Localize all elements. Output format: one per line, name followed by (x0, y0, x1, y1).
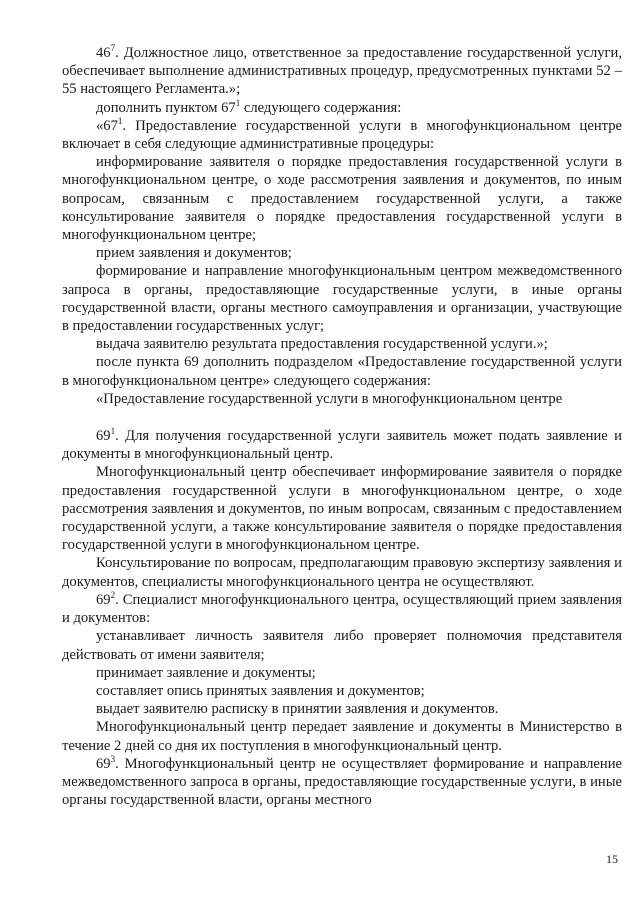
paragraph-add-67-1: дополнить пунктом $67^1$ следующего содержания: (96, 97, 402, 116)
list-item-accepts: принимает заявление и документы; (96, 664, 316, 681)
page-number: 15 (606, 852, 618, 866)
paragraph-consulting: Консультирование по вопросам, предполагающим правовую экспертизу заявления и документов, специалисты многофункционального центра не осуществляют. (62, 555, 622, 590)
document-body (62, 44, 622, 809)
paragraph-69-2: $69^2$. Специалист многофункционального центра, осуществляющий прием заявления и документов: (62, 590, 622, 627)
paragraph-69-3: $69^3$. Многофункциональный центр не осуществляет формирование и направление межведомственного запроса в органы, предоставляющие государственные услуги, в иные органы государственной власти, органы местного (62, 753, 622, 809)
paragraph-transfer: Многофункциональный центр передает заявление и документы в Министерство в течение 2 дней со дня их поступления в многофункциональный центр. (62, 719, 622, 754)
paragraph-mfc-informing: Многофункциональный центр обеспечивает информирование заявителя о порядке предоставления государственной услуги в многофункциональном центре, о ходе рассмотрения заявления и документов, по иным вопросам, связанным с предоставлением государственной услуги, а также консультирование заявителя о порядке предоставления государственной услуги в многофункциональном центре. (62, 464, 622, 554)
list-item-reception: прием заявления и документов; (96, 245, 292, 262)
list-item-interagency-request: формирование и направление многофункциональным центром межведомственного запроса в органы, предоставляющие государственные услуги, в иные органы государственной власти, органы местного самоуправления и организации, участвующие в предоставлении государственных услуг; (62, 263, 622, 335)
paragraph-46-7: $46^7$. Должностное лицо, ответственное за предоставление государственной услуги, обеспечивает выполнение административных процедур, предусмотренных пунктами 52 – 55 настоящего Регламента.»; (62, 43, 622, 98)
spacer (62, 408, 622, 427)
list-item-result-issue: выдача заявителю результата предоставления государственной услуги.»; (96, 336, 548, 353)
paragraph-after-69: после пункта 69 дополнить подразделом «Предоставление государственной услуги в многофункциональном центре» следующего содержания: (62, 354, 622, 389)
paragraph-67-1: «$67^1$. Предоставление государственной услуги в многофункциональном центре включает в себя следующие административные процедуры: (62, 115, 622, 153)
section-heading: «Предоставление государственной услуги в многофункциональном центре (96, 390, 563, 407)
list-item-informing: информирование заявителя о порядке предоставления государственной услуги в многофункциональном центре, о ходе рассмотрения заявления и документов, по иным вопросам, связанным с предоставлением государственной услуги, а также консультирование заявителя о порядке предоставления государственной услуги в многофункциональном центре; (62, 154, 622, 244)
list-item-inventory: составляет опись принятых заявления и документов; (96, 682, 425, 699)
list-item-identity: устанавливает личность заявителя либо проверяет полномочия представителя действовать от имени заявителя; (62, 628, 622, 663)
list-item-receipt: выдает заявителю расписку в принятии заявления и документов. (96, 701, 499, 718)
paragraph-69-1: $69^1$. Для получения государственной услуги заявитель может подать заявление и документы в многофункциональный центр. (62, 426, 622, 463)
